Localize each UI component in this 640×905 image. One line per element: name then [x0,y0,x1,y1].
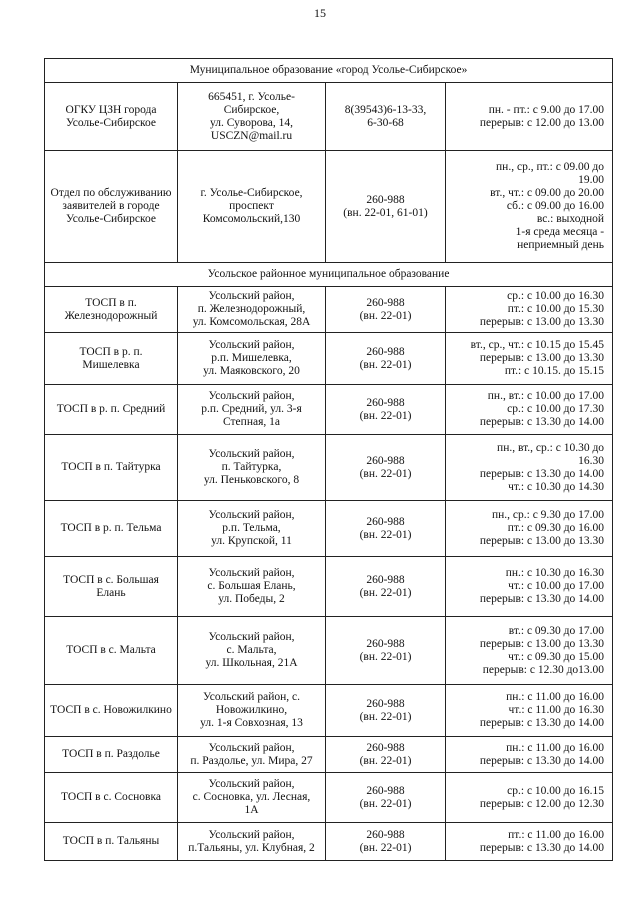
hours-cell [446,773,613,823]
cell-line: с. Большая Елань, [207,580,296,592]
office-name-cell [45,773,178,823]
address-cell [178,823,326,861]
phone-cell [326,501,446,557]
table-row [45,557,613,617]
cell-line: ул. Школьная, 21А [205,657,298,669]
address-cell [178,83,326,151]
table-row [45,83,613,151]
office-name-cell [45,685,178,737]
phone-cell [326,557,446,617]
cell-line: Мишелевка [82,358,140,371]
cell-line: перерыв: с 13.30 до 14.00 [479,754,605,767]
cell-line: USCZN@mail.ru [210,129,293,142]
cell-line: (вн. 22-01) [359,797,412,810]
phone-cell [326,385,446,435]
hours-cell [446,685,613,737]
cell-line: перерыв: с 13.00 до 13.30 [479,637,605,650]
cell-line: 260-988 [366,193,405,206]
phone-cell [326,617,446,685]
cell-line: Усольский район, с. [203,691,300,703]
cell-line: перерыв: с 12.00 до 12.30 [479,797,605,810]
office-name-cell [45,83,178,151]
cell-line: (вн. 22-01) [359,409,412,422]
cell-line: ТОСП в р. п. Тельма [60,522,162,534]
cell-line: ул. Победы, 2 [218,593,285,605]
hours-cell [446,83,613,151]
cell-line: ср.: с 10.00 до 16.30 [507,290,605,302]
cell-line: пн.: с 11.00 до 16.00 [506,691,605,703]
office-name-cell [45,435,178,501]
cell-line: перерыв: с 13.30 до 14.00 [479,467,605,480]
cell-line: р.п. Мишелевка, [211,352,292,364]
cell-line: 8(39543)6-13-33, [344,103,427,116]
cell-line: Усольский район, [208,741,295,754]
cell-line: перерыв: с 12.00 до 13.00 [479,116,605,129]
cell-line: Отдел по обслуживанию [50,187,172,199]
cell-line: вт., ср., чт.: с 10.15 до 15.45 [470,339,605,351]
cell-line: с. Мальта, [226,644,277,656]
cell-line: пн., вт., ср.: с 10.30 до [497,441,605,454]
cell-line: с. Сосновка, ул. Лесная, [192,791,311,803]
cell-line: перерыв: с 13.00 до 13.30 [479,535,605,547]
phone-cell [326,435,446,501]
cell-line: 19.00 [578,174,605,186]
cell-line: перерыв: с 13.00 до 13.30 [479,352,605,364]
cell-line: 260-988 [366,573,405,586]
cell-line: (вн. 22-01) [359,528,412,541]
cell-line: пн., ср., пт.: с 09.00 до [496,161,605,173]
cell-line: ср.: с 10.00 до 16.15 [507,784,605,797]
address-cell [178,773,326,823]
cell-line: ОГКУ ЦЗН города [65,103,157,116]
cell-line: перерыв: с 13.00 до 13.30 [479,316,605,328]
offices-table [44,58,613,861]
cell-line: п. Железнодорожный, [197,303,306,315]
cell-line: 260-988 [366,345,405,358]
cell-line: ТОСП в с. Новожилкино [50,704,172,716]
cell-line: пт.: с 11.00 до 16.00 [508,828,605,841]
cell-line: неприемный день [517,239,605,251]
address-cell [178,557,326,617]
cell-line: (вн. 22-01) [359,841,412,854]
section-title: Муниципальное образование «город Усолье-Сибирское» [45,59,613,83]
cell-line: ул. Суворова, 14, [210,116,293,129]
cell-line: вс.: выходной [536,213,605,225]
cell-line: ул. Крупской, 11 [211,535,292,547]
phone-cell [326,823,446,861]
cell-line: 260-988 [366,296,405,309]
address-cell [178,685,326,737]
phone-cell [326,737,446,773]
cell-line: перерыв: с 13.30 до 14.00 [479,841,605,854]
cell-line: Усольский район, [208,509,295,521]
office-name-cell [45,333,178,385]
cell-line: перерыв: с 13.30 до 14.00 [479,416,605,428]
cell-line: чт.: с 10.00 до 17.00 [508,580,605,592]
cell-line: п. Тайтурка, [221,461,282,473]
cell-line: ТОСП в п. Тальяны [62,835,160,847]
address-cell [178,435,326,501]
cell-line: р.п. Средний, ул. 3-я [201,403,302,415]
cell-line: (вн. 22-01) [359,467,412,480]
address-cell [178,151,326,263]
phone-cell [326,773,446,823]
cell-line: 1А [244,804,259,816]
address-cell [178,617,326,685]
cell-line: Железнодорожный [64,309,158,322]
table-row [45,773,613,823]
table-row [45,617,613,685]
table-row [45,435,613,501]
cell-line: чт.: с 09.30 до 15.00 [508,650,605,663]
cell-line: (вн. 22-01) [359,358,412,371]
cell-line: Елань [96,586,126,599]
cell-line: (вн. 22-01) [359,710,412,723]
table-row [45,287,613,333]
cell-line: чт.: с 11.00 до 16.30 [508,704,605,716]
cell-line: (вн. 22-01) [359,650,412,663]
cell-line: ул. Комсомольская, 28А [192,316,311,328]
table-row [45,823,613,861]
cell-line: ТОСП в с. Сосновка [61,791,161,803]
cell-line: Усольский район, [208,567,295,579]
cell-line: 260-988 [366,741,405,754]
cell-line: Усолье-Сибирское [65,213,157,225]
hours-cell [446,617,613,685]
cell-line: Степная, 1а [223,416,280,428]
cell-line: заявителей в городе [62,200,160,212]
hours-cell [446,333,613,385]
cell-line: Усольский район, [208,339,295,351]
cell-line: ул. Маяковского, 20 [203,365,300,377]
cell-line: проспект [229,200,274,212]
cell-line: пт.: с 10.00 до 15.30 [507,303,605,315]
cell-line: ТОСП в р. п. [79,345,143,358]
cell-line: 260-988 [366,515,405,528]
cell-line: 260-988 [366,697,405,710]
cell-line: (вн. 22-01) [359,309,412,322]
hours-cell [446,435,613,501]
cell-line: Сибирское, [223,103,280,116]
cell-line: 260-988 [366,828,405,841]
cell-line: пн.: с 11.00 до 16.00 [506,741,605,754]
hours-cell [446,823,613,861]
table-row [45,737,613,773]
cell-line: (вн. 22-01, 61-01) [343,206,428,219]
cell-line: пн., вт.: с 10.00 до 17.00 [487,390,605,402]
cell-line: чт.: с 10.30 до 14.30 [508,480,605,493]
phone-cell [326,685,446,737]
address-cell [178,287,326,333]
phone-cell [326,151,446,263]
cell-line: Усольский район, [208,390,295,402]
hours-cell [446,737,613,773]
cell-line: Усолье-Сибирское [65,116,157,129]
cell-line: ул. Пеньковского, 8 [203,474,300,486]
hours-cell [446,557,613,617]
office-name-cell [45,151,178,263]
cell-line: Усольский район, [208,290,295,302]
cell-line: ТОСП в р. п. Средний [56,403,166,415]
cell-line: (вн. 22-01) [359,586,412,599]
cell-line: Усольский район, [208,828,295,841]
address-cell [178,737,326,773]
office-name-cell [45,823,178,861]
cell-line: 260-988 [366,454,405,467]
cell-line: р.п. Тельма, [222,522,281,534]
cell-line: перерыв: с 12.30 до13.00 [482,663,605,676]
section-title: Усольское районное муниципальное образование [45,263,613,287]
office-name-cell [45,287,178,333]
phone-cell [326,333,446,385]
cell-line: перерыв: с 13.30 до 14.00 [479,593,605,605]
office-name-cell [45,617,178,685]
cell-line: Усольский район, [208,631,295,643]
cell-line: пн. - пт.: с 9.00 до 17.00 [488,103,605,116]
cell-line: пт.: с 09.30 до 16.00 [507,522,605,534]
cell-line: Комсомольский,130 [202,213,301,225]
section-header-row [45,263,613,287]
cell-line: ср.: с 10.00 до 17.30 [507,403,605,415]
phone-cell [326,83,446,151]
table-row [45,333,613,385]
hours-cell [446,151,613,263]
cell-line: Усольский район, [208,448,295,460]
cell-line: ул. 1-я Совхозная, 13 [200,717,303,729]
office-name-cell [45,385,178,435]
cell-line: Усольский район, [208,778,295,790]
phone-cell [326,287,446,333]
cell-line: Новожилкино, [215,704,288,716]
cell-line: ТОСП в п. [85,296,137,309]
cell-line: вт.: с 09.30 до 17.00 [508,624,605,637]
section-header-row [45,59,613,83]
cell-line: ТОСП в с. Мальта [66,644,156,656]
address-cell [178,501,326,557]
cell-line: перерыв: с 13.30 до 14.00 [479,717,605,729]
cell-line: 6-30-68 [367,116,404,129]
cell-line: ТОСП в п. Тайтурка [61,461,161,473]
table-row [45,501,613,557]
table-row [45,151,613,263]
office-name-cell [45,737,178,773]
cell-line: 665451, г. Усолье- [208,90,295,103]
cell-line: 260-988 [366,637,405,650]
cell-line: п. Раздолье, ул. Мира, 27 [190,754,313,767]
table-row [45,385,613,435]
cell-line: п.Тальяны, ул. Клубная, 2 [188,841,315,854]
hours-cell [446,287,613,333]
cell-line: пт.: с 10.15. до 15.15 [504,365,605,377]
cell-line: 260-988 [366,396,405,409]
cell-line: 16.30 [578,454,605,467]
cell-line: пн.: с 10.30 до 16.30 [505,567,605,579]
cell-line: ТОСП в п. Раздолье [62,748,160,760]
address-cell [178,385,326,435]
cell-line: сб.: с 09.00 до 16.00 [506,200,605,212]
cell-line: пн., ср.: с 9.30 до 17.00 [491,509,605,521]
page-number: 15 [314,6,326,20]
office-name-cell [45,557,178,617]
address-cell [178,333,326,385]
cell-line: г. Усолье-Сибирское, [200,187,303,199]
cell-line: 1-я среда месяца - [515,226,605,238]
office-name-cell [45,501,178,557]
hours-cell [446,385,613,435]
cell-line: вт., чт.: с 09.00 до 20.00 [490,187,605,199]
cell-line: (вн. 22-01) [359,754,412,767]
cell-line: ТОСП в с. Большая [63,573,159,586]
cell-line: 260-988 [366,784,405,797]
hours-cell [446,501,613,557]
table-row [45,685,613,737]
